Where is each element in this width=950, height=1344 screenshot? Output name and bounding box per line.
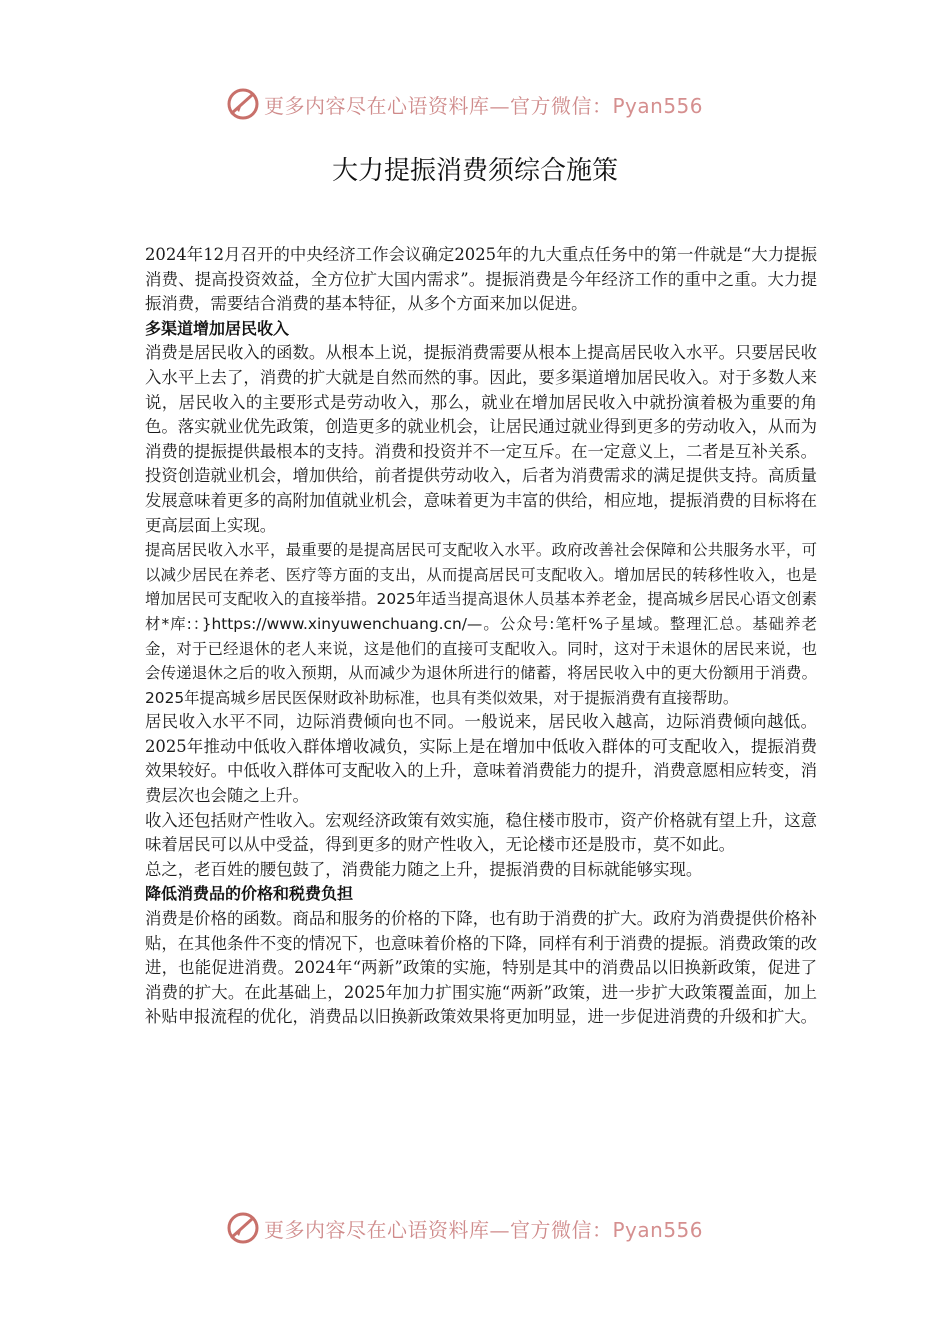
paragraph: 消费是居民收入的函数。从根本上说，提振消费需要从根本上提高居民收入水平。只要居民收入水平上去了，消费的扩大就是自然而然的事。因此，要多渠道增加居民收入。对于多数人来说，居民收入的主要形式是劳动收入，那么，就业在增加居民收入中就扮演着极为重要的角色。落实就业优先政策，创造更多的就业机会，让居民通过就业得到更多的劳动收入，从而为消费的提振提供最根本的支持。消费和投资并不一定互斥。在一定意义上，二者是互补关系。投资创造就业机会，增加供给，前者提供劳动收入，后者为消费需求的满足提供支持。高质量发展意味着更多的高附加值就业机会，意味着更为丰富的供给，相应地，提振消费的目标将在更高层面上实现。 (145, 343, 818, 535)
page-title: 大力提振消费须综合施策 (331, 156, 618, 186)
paragraph: 收入还包括财产性收入。宏观经济政策有效实施，稳住楼市股市，资产价格就有望上升，这意味着居民可以从中受益，得到更多的财产性收入，无论楼市还是股市，莫不如此。 (145, 810, 818, 855)
banner-text: 更多内容尽在心语资料库—官方微信：Pyan556 (264, 93, 704, 118)
intro-paragraph: 2024年12月召开的中央经济工作会议确定2025年的九大重点任务中的第一件就是“大力提振消费、提高投资效益，全方位扩大国内需求”。提振消费是今年经济工作的重中之重。大力提振消费，需要结合消费的基本特征，从多个方面来加以促进。 (145, 245, 817, 314)
paragraph: 居民收入水平不同，边际消费倾向也不同。一般说来，居民收入越高，边际消费倾向越低。2025年推动中低收入群体增收减负，实际上是在增加中低收入群体的可支配收入，提振消费效果较好。中低收入群体可支配收入的上升，意味着消费能力的提升，消费意愿相应转变，消费层次也会随之上升。 (145, 712, 818, 806)
banner-text: 更多内容尽在心语资料库—官方微信：Pyan556 (264, 1217, 704, 1242)
paragraph: 提高居民收入水平，最重要的是提高居民可支配收入水平。政府改善社会保障和公共服务水平，可以减少居民在养老、医疗等方面的支出，从而提高居民可支配收入。增加居民的转移性收入，也是增加居民可支配收入的直接举措。2025年适当提高退休人员基本养老金，提高城乡居民心语文创素材*库:：}https://www.xinyuwenchuang.cn/—。公众号:笔杆%子星域。整理汇总。基础养老金，对于已经退休的老人来说，这是他们的直接可支配收入。同时，这对于未退休的居民来说，也会传递退休之后的收入预期，从而减少为退休所进行的储蓄，将居民收入中的更大份额用于消费。2025年提高城乡居民医保财政补助标准，也具有类似效果，对于提振消费有直接帮助。 (145, 541, 817, 707)
footer-watermark-banner (226, 1210, 726, 1246)
paragraph: 总之，老百姓的腰包鼓了，消费能力随之上升，提振消费的目标就能够实现。 (145, 859, 703, 879)
pen-logo-icon (226, 87, 260, 121)
paragraph: 消费是价格的函数。商品和服务的价格的下降，也有助于消费的扩大。政府为消费提供价格补贴，在其他条件不变的情况下，也意味着价格的下降，同样有利于消费的提振。消费政策的改进，也能促进消费。2024年“两新”政策的实施，特别是其中的消费品以旧换新政策，促进了消费的扩大。在此基础上，2025年加力扩围实施“两新”政策，进一步扩大政策覆盖面，加上补贴申报流程的优化，消费品以旧换新政策效果将更加明显，进一步促进消费的升级和扩大。 (145, 909, 818, 1027)
section-heading: 降低消费品的价格和税费负担 (145, 884, 354, 904)
article-body (145, 243, 817, 1030)
section-heading: 多渠道增加居民收入 (145, 318, 290, 338)
header-watermark-banner (226, 86, 726, 122)
wechat-id: Pyan556 (612, 1217, 704, 1242)
pen-logo-icon (226, 1211, 260, 1245)
wechat-id: Pyan556 (612, 93, 704, 118)
